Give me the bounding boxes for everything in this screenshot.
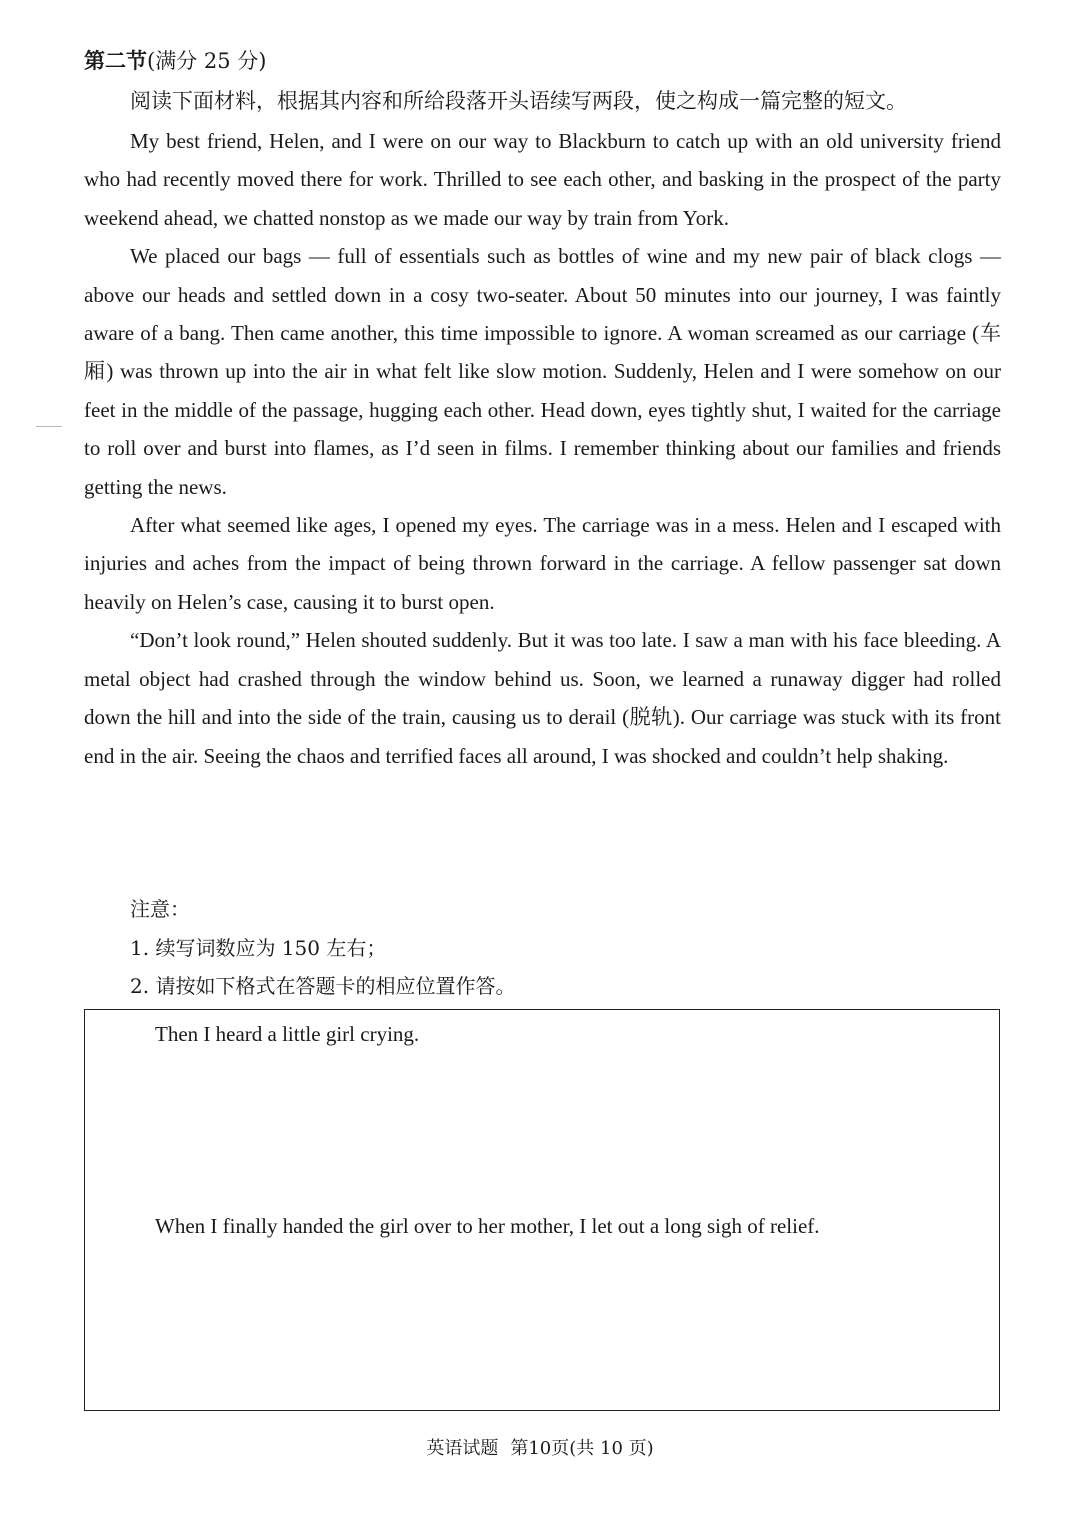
note-item-2: 2. 请按如下格式在答题卡的相应位置作答。 [130,974,516,998]
notes-section [130,890,1010,1006]
footer-page-number: 第10页(共 10 页) [510,1438,654,1459]
section-title: 第二节 [84,48,147,73]
note-item-1: 1. 续写词数应为 150 左右； [130,935,387,960]
passage-paragraph-4: “Don’t look round,” Helen shouted suddenly. But it was too late. I saw a man with his face bleeding. A metal object had crashed through the window behind us. Soon, we learned a runaway digger had rolled down the hill and into the side of the train, causing us to derail (脱轨). Our carriage was stuck with its front end in the air. Seeing the chaos and terrified faces all around, I was shocked and couldn’t help shaking. [84,628,1001,768]
paragraph-opener-1: Then I heard a little girl crying. [155,1022,420,1046]
passage-paragraph-2: We placed our bags — full of essentials such as bottles of wine and my new pair of black clogs — above our heads and settled down in a cosy two-seater. About 50 minutes into our journey, I was faintly aware of a bang. Then came another, this time impossible to ignore. A woman screamed as our carriage (车厢) was thrown up into the air in what felt like slow motion. Suddenly, Helen and I were somehow on our feet in the middle of the passage, hugging each other. Head down, eyes tightly shut, I waited for the carriage to roll over and burst into flames, as I’d seen in films. I remember thinking about our families and friends getting the news. [84,244,1001,499]
answer-box [84,1009,1000,1411]
instruction-text: 阅读下面材料，根据其内容和所给段落开头语续写两段，使之构成一篇完整的短文。 [130,89,907,113]
page-footer [0,1434,1080,1460]
reading-passage [84,122,1001,775]
passage-paragraph-3: After what seemed like ages, I opened my eyes. The carriage was in a mess. Helen and I escaped with injuries and aches from the impact of being thrown forward in the carriage. A fellow passenger sat down heavily on Helen’s case, causing it to burst open. [84,513,1001,614]
footer-subject: 英语试题 [426,1438,499,1459]
notes-title: 注意： [130,897,190,921]
passage-paragraph-1: My best friend, Helen, and I were on our way to Blackburn to catch up with an old university friend who had recently moved there for work. Thrilled to see each other, and basking in the prospect of the party weekend ahead, we chatted nonstop as we made our way by train from York. [84,129,1001,230]
section-heading [84,46,266,76]
margin-mark [36,426,62,427]
section-score: (满分 25 分) [147,49,267,73]
paragraph-opener-2: When I finally handed the girl over to her mother, I let out a long sigh of relief. [155,1214,820,1238]
